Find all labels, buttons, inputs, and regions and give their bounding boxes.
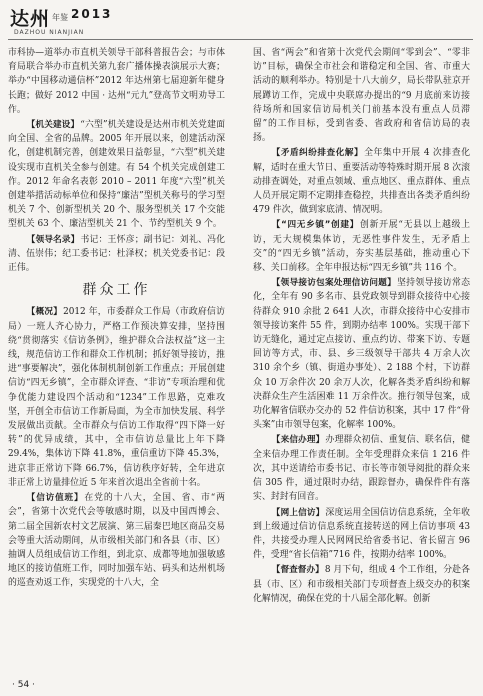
paragraph	[8, 305, 225, 490]
section-tag: 【矛盾纠纷排查化解】	[271, 148, 364, 159]
paragraph	[253, 563, 470, 606]
paragraph	[8, 491, 225, 590]
yearbook-logo-year: 2013	[71, 7, 113, 21]
paragraph	[253, 218, 470, 275]
section-tag: 【领导名录】	[26, 234, 80, 245]
yearbook-logo-subtitle: DAZHOU NIANJIAN	[14, 29, 85, 36]
paragraph-text: 全年集中开展 4 次排查化解，适时在重大节日、重要活动等特殊时期开展 8 次滚动排查调处，对重点领域、重点地区、重点群体、重点人员开展定期不定期排查稳控，共排查出各类矛盾纠纷 479 件次，做到家底清、情况明。	[253, 148, 470, 216]
paragraph: 国、省“两会”和省第十次党代会期间“零到会”、“零非访”目标，确保全市社会和谐稳定和全国、省、市重大活动的顺利举办。特别是十八大前夕，局长带队驻京开展蹲访工作，完成中央联席办提出的“9 月底前来访接待场所和国家信访局机关门前基本没有重点人员滞留”的工作目标，受到省委、省政府和省信访局的表扬。	[253, 48, 470, 144]
paragraph-text: 坚持领导接访常态化，全年有 90 多名市、县党政领导到群众接待中心接待群众 910 余批 2 641 人次，市群众接待中心安排市领导接访案件 55 件，到期办结率 100%。实现干部下访无缝化，通过定点接访、重点约访、带案下访、专题回访等方式，市、县、乡三级领导干部共 4 万余人次 310 余个乡（镇、街道办事处）、2 188 个村，下访群众 10 万余件次 20 余万人次，化解各类矛盾纠纷和解决群众生产生活困难 11 万余件次。推行领导包案，成功化解省信联办交办的 52 件信访积案，其中 17 件“骨头案”由市领导包案，化解率 100%。	[253, 278, 470, 431]
yearbook-logo-title: 达州	[10, 8, 51, 30]
left-column	[8, 46, 225, 592]
section-tag: 【督查督办】	[271, 565, 324, 576]
paragraph	[253, 506, 470, 563]
paragraph-text: 书记：王怀彦；副书记：刘礼、冯化清、伍崇伟；纪工委书记：杜泽权；机关党委书记：段正伟。	[8, 234, 225, 274]
paragraph-text: 创新开展“无县以上越级上访，无大规模集体访，无恶性事件发生，无矛盾上交”的“四无乡镇”活动，夯实基层基础，推动重心下移、关口前移。全年申报达标“四无乡镇”共 116 个。	[253, 220, 470, 274]
paragraph-text: “六型”机关建设是达州市机关党建面向全国、全省的品牌。2005 年开展以来，创建活动深化，创建机制完善，创建效果日益彰显，“六型”机关建设实现市直机关全参与创建。有 54 个机关完成创建工作。2012 年命名表彰 2010 – 2011 年度“六型”机关创建举措活动标单位和保持“廉洁”型机关称号的学习型机关 7 个、创新型机关 20 个、服务型机关 17 个交能型机关 63 个、廉洁型机关 21 个、节约型机关 9 个。	[8, 120, 225, 230]
paragraph-text: 8 月下旬，组成 4 个工作组，分赴各县（市、区）和市级相关部门专项督查上级交办的积案化解情况，确保在党的十八届全部化解。创新	[253, 565, 470, 604]
paragraph	[8, 118, 225, 232]
paragraph-text: 在党的十八大，全国、省、市“两会”，省第十次党代会等敏感时期，以及中国西博会、第二届全国新农村文艺展演、第三届秦巴地区商品交易会等重大活动期间，从市级相关部门和各县（市、区）抽调人员组成信访工作组，到北京、成都等地加强敏感地区的接访值班工作，同时加强车站、码头和达州机场的巡查劝返工作，实现党的十八大，全	[8, 493, 225, 589]
section-tag: 【信访值班】	[26, 493, 84, 504]
header-divider	[8, 39, 473, 40]
paragraph	[253, 276, 470, 432]
paragraph: 市科协—道举办市直机关领导干部科普报告会；与市体育局联合举办市直机关第九套广播体操表演展示大赛；举办“中国移动通信杯”2012 年达州第七届迎新年健身长跑；做好 2012 中国 · 达州“元九”登高节文明劝导工作。	[8, 48, 225, 115]
section-tag: 【网上信访】	[271, 507, 325, 518]
page-header	[8, 4, 473, 44]
paragraph-text: 办理群众初信、重复信、联名信，健全来信办理工作责任制。全年受理群众来信 1 216 件次，其中送请给市委书记、市长等市领导阅批的群众来信 305 件，通过限时办结，跟踪督办，确保件件有落实、封封有回音。	[253, 435, 470, 503]
section-tag: 【来信办理】	[271, 435, 325, 446]
section-tag: 【机关建设】	[26, 120, 80, 131]
section-tag: 【领导接访包案处理信访问题】	[271, 278, 397, 289]
right-column	[253, 46, 470, 607]
paragraph	[253, 433, 470, 504]
paragraph	[253, 146, 470, 217]
yearbook-logo-nianjian: 年鉴	[52, 13, 68, 22]
page-number: · 54 ·	[12, 680, 35, 690]
section-tag: 【“四无乡镇”创建】	[271, 220, 359, 231]
paragraph	[8, 233, 225, 276]
paragraph-text: 深度运用全国信访信息系统，全年收到上级通过信访信息系统直接转送的网上信访事项 43 件，共接受办理人民网网民给省委书记、省长留言 96 件，受理“省长信箱”716 件，按期办结率 100%。	[253, 507, 470, 561]
paragraph-text: 2012 年，市委群众工作局（市政府信访局）一班人齐心协力，严格工作预决算安排，坚持围绕“贯彻落实《信访条例》，维护群众合法权益”这一主线，规范信访工作和群众工作机制；抓好领导接访，推进“事要解决”，强化体制机制创新工作重点；开展创建信访“四无乡镇”，全市群众评查、“非访”专项治理和优争优能力建设四个活动和“1234”工作思路，克难攻坚，开创全市信访工作新局面，为全市加快发展、科学发展做出贡献。全市群众与信访工作取得“四下降一好转”的优异成绩，其中，全市信访总量比上年下降 29.4%，集体访下降 41.8%，重信重访下降 45.3%，进京非正常访下降 66.7%，信访秩序好转，全年进京非正常上访量排位近 5 年来首次退出全省前十名。	[8, 307, 225, 488]
section-tag: 【概况】	[26, 307, 63, 318]
section-title: 群众工作	[82, 282, 151, 299]
